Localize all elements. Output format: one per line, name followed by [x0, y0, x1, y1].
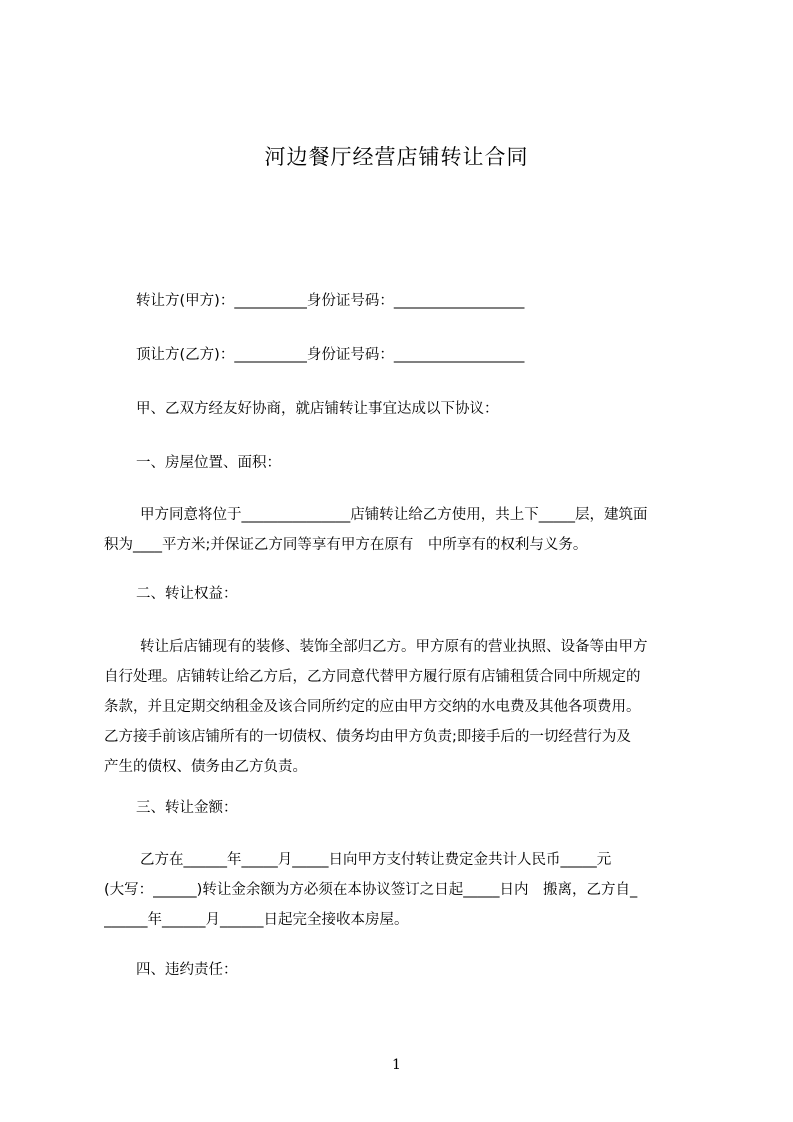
section-2-line-5: 产生的债权、债务由乙方负责。 — [104, 759, 307, 775]
section-heading-4: 四、违约责任： — [136, 962, 238, 978]
party-a-line: 转让方(甲方)：__________身份证号码：__________________ — [136, 293, 525, 309]
section-heading-3: 三、转让金额： — [136, 800, 238, 816]
section-heading-1: 一、房屋位置、面积： — [136, 455, 281, 471]
section-3-line-1: 乙方在______年_____月_____日向甲方支付转让费定金共计人民币_____元 — [140, 852, 612, 868]
intro-paragraph: 甲、乙双方经友好协商，就店铺转让事宜达成以下协议： — [136, 401, 499, 417]
section-2-line-1: 转让后店铺现有的装修、装饰全部归乙方。甲方原有的营业执照、设备等由甲方 — [140, 639, 648, 655]
page-number: 1 — [392, 1057, 401, 1073]
section-1-line-1: 甲方同意将位于_______________店铺转让给乙方使用，共上下_____层，建筑面 — [140, 507, 648, 523]
section-2-line-3: 条款，并且定期交纳租金及该合同所约定的应由甲方交纳的水电费及其他各项费用。 — [104, 699, 641, 715]
section-2-line-2: 自行处理。店铺转让给乙方后，乙方同意代替甲方履行原有店铺租赁合同中所规定的 — [104, 669, 641, 685]
section-2-line-4: 乙方接手前该店铺所有的一切债权、债务均由甲方负责;即接手后的一切经营行为及 — [104, 729, 631, 745]
section-heading-2: 二、转让权益： — [136, 586, 238, 602]
document-title: 河边餐厅经营店铺转让合同 — [264, 145, 529, 169]
section-3-line-3: ______年______月______日起完全接收本房屋。 — [104, 912, 409, 928]
section-body-1 — [104, 500, 700, 560]
party-b-line: 顶让方(乙方)：__________身份证号码：__________________ — [136, 347, 525, 363]
section-3-line-2: (大写：______)转让金余额为方必须在本协议签订之日起_____日内 搬离，乙方自_ — [104, 882, 638, 898]
section-1-line-2: 积为____平方米;并保证乙方同等享有甲方在原有 中所享有的权利与义务。 — [104, 537, 588, 553]
section-body-2 — [104, 632, 700, 782]
section-body-3 — [104, 845, 700, 935]
